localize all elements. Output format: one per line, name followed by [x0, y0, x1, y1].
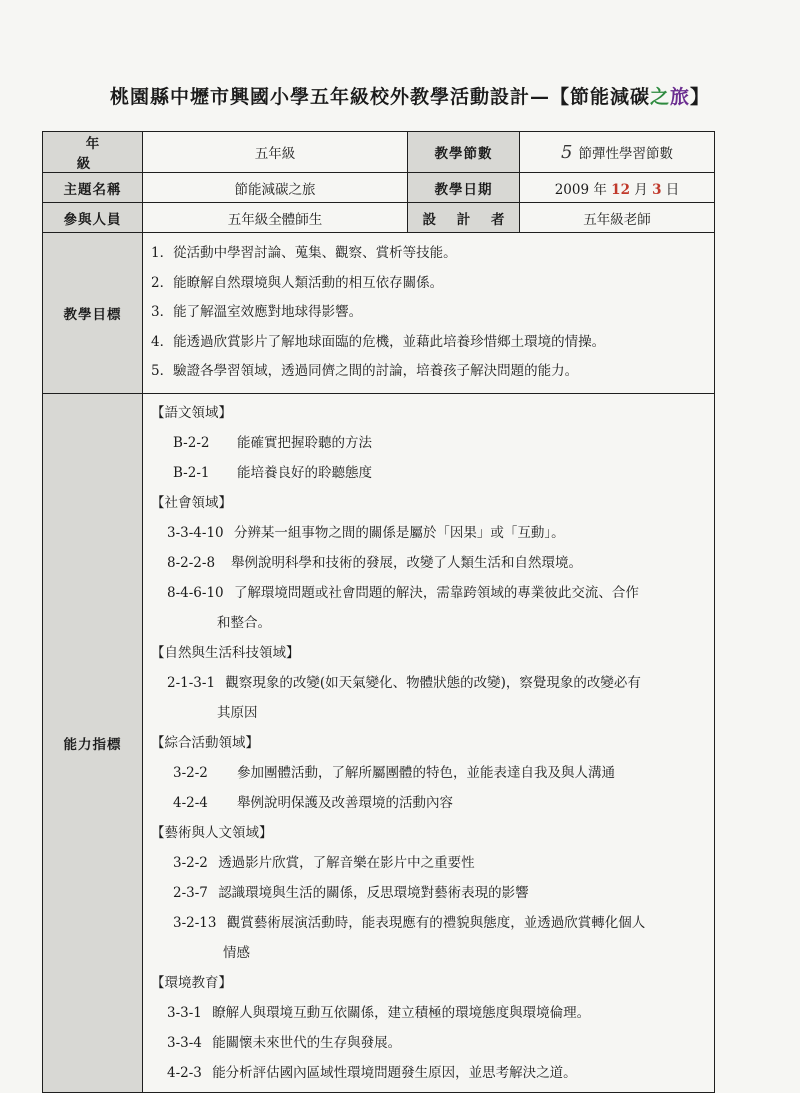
designer-value: 五年級老師	[520, 203, 715, 233]
periods-handwritten-number: 5	[561, 141, 573, 163]
indicator-item: 4-2-3 能分析評估國內區域性環境問題發生原因，並思考解決之道。	[167, 1064, 577, 1081]
indicator-item: 4-2-4 舉例說明保護及改善環境的活動內容	[173, 794, 453, 811]
goals-label: 教學目標	[43, 233, 143, 394]
domain-arts	[151, 818, 714, 968]
domain-science	[151, 638, 714, 728]
date-label: 教學日期	[408, 173, 520, 203]
domain-heading: 【自然與生活科技領域】	[151, 644, 300, 661]
periods-label: 教學節數	[408, 132, 520, 173]
title-theme: 【節能減碳之旅】	[549, 86, 711, 108]
goals-content	[143, 233, 715, 394]
indicator-item: B-2-2 能確實把握聆聽的方法	[173, 434, 372, 451]
indicators-label: 能力指標	[43, 393, 143, 1092]
indicator-item: 2-3-7 認識環境與生活的關係，反思環境對藝術表現的影響	[173, 884, 529, 901]
indicator-item: 2-1-3-1 觀察現象的改變(如天氣變化、物體狀態的改變)，察覺現象的改變必有 其原因	[167, 674, 641, 721]
grade-label: 年 級	[43, 132, 143, 173]
indicator-item: 3-2-2 透過影片欣賞，了解音樂在影片中之重要性	[173, 854, 475, 871]
domain-environment	[151, 968, 714, 1088]
row-grade	[43, 132, 715, 173]
title-main: 桃園縣中壢市興國小學五年級校外教學活動設計—	[109, 86, 550, 108]
domain-integrative	[151, 728, 714, 818]
periods-cell	[520, 132, 715, 173]
participants-value: 五年級全體師生	[143, 203, 408, 233]
topic-value: 節能減碳之旅	[143, 173, 408, 203]
indicator-item: 3-3-4-10 分辨某一組事物之間的關係是屬於「因果」或「互動」。	[167, 524, 565, 541]
indicator-item: 3-3-4 能關懷未來世代的生存與發展。	[167, 1034, 402, 1051]
participants-label: 參與人員	[43, 203, 143, 233]
domain-heading: 【環境教育】	[151, 974, 232, 991]
domain-heading: 【綜合活動領域】	[151, 734, 259, 751]
indicator-item: B-2-1 能培養良好的聆聽態度	[173, 464, 372, 481]
page-title	[40, 82, 780, 109]
indicator-item: 8-2-2-8 舉例說明科學和技術的發展，改變了人類生活和自然環境。	[167, 554, 582, 571]
goal-item: 1．從活動中學習討論、蒐集、觀察、賞析等技能。	[151, 245, 457, 261]
indicator-item: 3-3-1 瞭解人與環境互動互依關係，建立積極的環境態度與環境倫理。	[167, 1004, 591, 1021]
row-participants	[43, 203, 715, 233]
indicators-content	[143, 393, 715, 1092]
row-indicators	[43, 393, 715, 1092]
goal-item: 5．驗證各學習領域，透過同儕之間的討論，培養孩子解決問題的能力。	[151, 363, 579, 379]
indicator-item: 3-2-13 觀賞藝術展演活動時，能表現應有的禮貌與態度，並透過欣賞轉化個人 情感	[173, 914, 646, 961]
periods-value: 節彈性學習節數	[578, 145, 673, 162]
date-value: 2009 年 12 月 3 日	[520, 173, 715, 203]
grade-value: 五年級	[143, 132, 408, 173]
topic-label: 主題名稱	[43, 173, 143, 203]
goal-item: 2．能瞭解自然環境與人類活動的相互依存關係。	[151, 274, 444, 291]
domain-heading: 【藝術與人文領域】	[151, 824, 273, 841]
domain-heading: 【社會領域】	[151, 494, 232, 511]
row-topic	[43, 173, 715, 203]
goal-item: 4．能透過欣賞影片了解地球面臨的危機，並藉此培養珍惜鄉土環境的情操。	[151, 333, 606, 350]
lesson-plan-table	[42, 131, 715, 1093]
domain-social	[151, 488, 714, 638]
indicator-item: 8-4-6-10 了解環境問題或社會問題的解決，需靠跨領域的專業彼此交流、合作 和整合。	[167, 584, 639, 631]
domain-heading: 【語文領域】	[151, 404, 232, 421]
row-goals	[43, 233, 715, 394]
goals-list	[151, 239, 714, 387]
domain-language	[151, 398, 714, 488]
goal-item: 3．能了解溫室效應對地球得影響。	[151, 304, 363, 320]
indicator-item: 3-2-2 參加團體活動，了解所屬團體的特色，並能表達自我及與人溝通	[173, 764, 615, 781]
designer-label: 設 計 者	[408, 203, 520, 233]
